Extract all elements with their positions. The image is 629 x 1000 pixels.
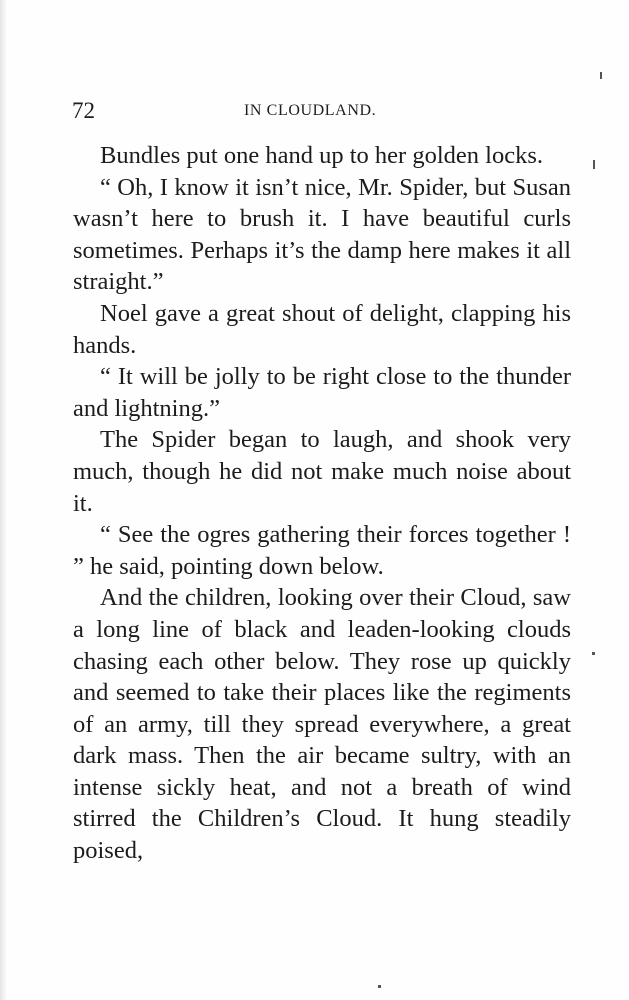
page-header — [72, 98, 572, 124]
speck-mark — [593, 160, 595, 169]
body-text — [73, 140, 571, 867]
page-edge-shadow — [0, 0, 7, 1000]
paragraph: The Spider began to laugh, and shook very much, though he did not make much noise about it. — [73, 426, 571, 517]
speck-mark — [592, 652, 595, 655]
page-number: 72 — [72, 98, 95, 123]
speck-mark — [378, 985, 381, 988]
paragraph: And the children, looking over their Cloud, saw a long line of black and leaden-looking clouds chasing each other below. They rose up quickly and seemed to take their places like the regiments of an army, till they spread everywhere, a great dark mass. Then the air became sultry, with an intense sickly heat, and not a breath of wind stirred the Children’s Cloud. It hung steadily poised, — [73, 584, 571, 865]
paragraph: “ It will be jolly to be right close to the thunder and lightning.” — [73, 363, 571, 422]
paragraph: “ Oh, I know it isn’t nice, Mr. Spider, but Susan wasn’t here to brush it. I have beautiful curls sometimes. Perhaps it’s the damp here makes it all straight.” — [73, 173, 571, 296]
speck-mark — [600, 72, 602, 79]
paragraph: Noel gave a great shout of delight, clapping his hands. — [73, 299, 571, 359]
running-head: IN CLOUDLAND. — [244, 102, 377, 119]
paragraph: “ See the ogres gathering their forces together ! ” he said, pointing down below. — [73, 521, 571, 580]
paragraph: Bundles put one hand up to her golden locks. — [100, 142, 543, 169]
